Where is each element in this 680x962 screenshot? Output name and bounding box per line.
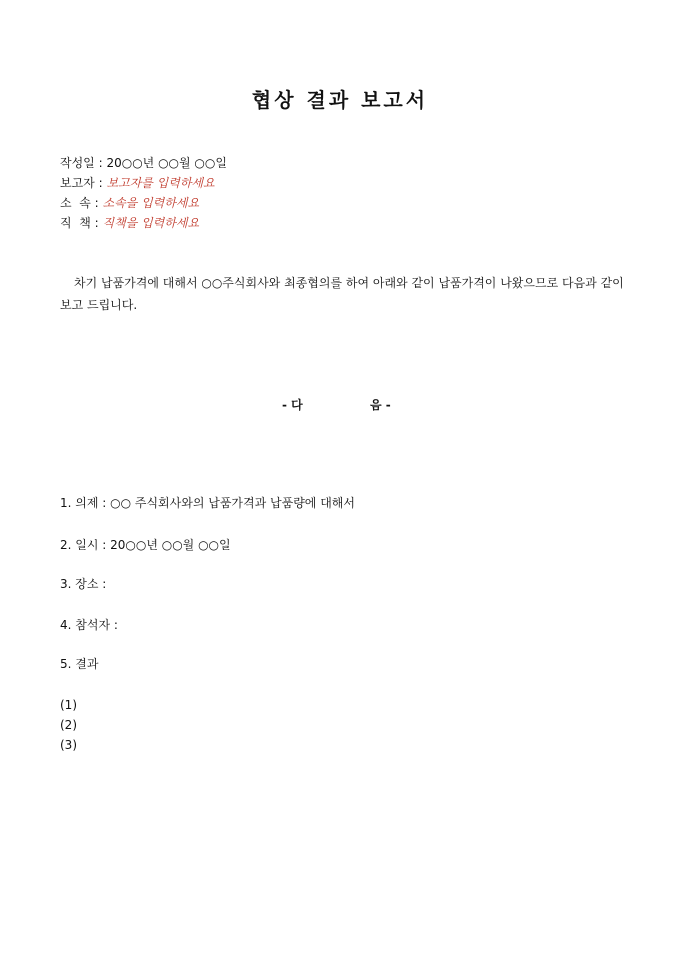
meta-block	[60, 153, 227, 233]
meta-separator: :	[94, 156, 107, 170]
meta-row-date	[60, 153, 227, 173]
result-line-2: (2)	[60, 718, 77, 732]
result-line-1: (1)	[60, 698, 77, 712]
department-placeholder-field[interactable]: 소속을 입력하세요	[102, 196, 200, 210]
item-result: 5. 결과	[60, 657, 99, 671]
intro-paragraph: 차기 납품가격에 대해서 ○○주식회사와 최종협의를 하여 아래와 같이 납품가격이 나왔으므로 다음과 같이 보고 드립니다.	[60, 276, 624, 312]
meta-row-reporter	[60, 173, 227, 193]
meta-label-position: 직 책	[60, 216, 91, 230]
document-title: 협상 결과 보고서	[251, 88, 429, 112]
meta-separator: :	[94, 176, 107, 190]
meta-row-department	[60, 193, 227, 213]
item-agenda: 1. 의제 : ○○ 주식회사와의 납품가격과 납품량에 대해서	[60, 496, 355, 510]
meta-label-reporter: 보고자	[60, 176, 95, 190]
meta-row-position	[60, 213, 227, 233]
item-datetime: 2. 일시 : 20○○년 ○○월 ○○일	[60, 538, 231, 552]
divider-left-text: - 다	[282, 398, 303, 412]
meta-label-date: 작성일	[60, 156, 95, 170]
result-line-3: (3)	[60, 738, 77, 752]
position-placeholder-field[interactable]: 직책을 입력하세요	[102, 216, 200, 230]
item-attendees: 4. 참석자 :	[60, 618, 118, 632]
meta-label-department: 소 속	[60, 196, 91, 210]
divider-right-text: 음 -	[370, 398, 391, 412]
meta-separator: :	[90, 216, 103, 230]
item-location: 3. 장소 :	[60, 577, 107, 591]
meta-value-date: 20○○년 ○○월 ○○일	[106, 156, 227, 170]
reporter-placeholder-field[interactable]: 보고자를 입력하세요	[106, 176, 215, 190]
meta-separator: :	[90, 196, 103, 210]
